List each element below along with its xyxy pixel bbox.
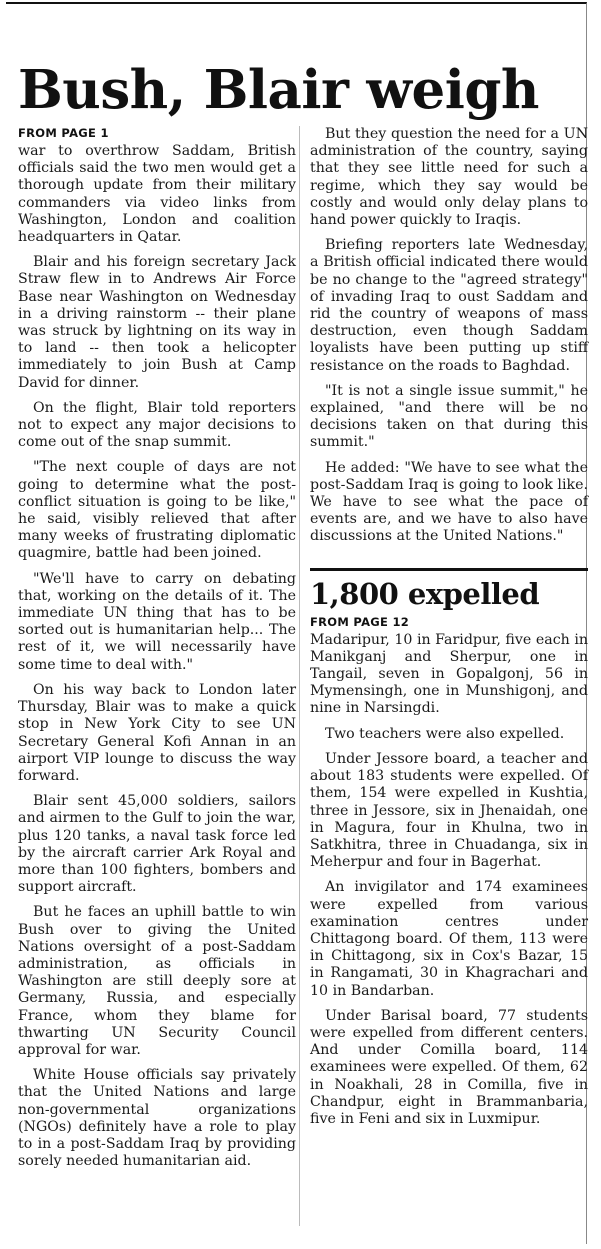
- paragraph: Briefing reporters late Wednesday, a British official indicated there would be no change to the "agreed strategy" of invading Iraq to oust Saddam and rid the country of weapons of mass destruction, even though Saddam loyalists have been putting up stiff resistance on the roads to Baghdad.: [310, 237, 588, 374]
- paragraph: On his way back to London later Thursday, Blair was to make a quick stop in New York City to see UN Secretary General Kofi Annan in an airport VIP lounge to discuss the way forward.: [18, 681, 296, 784]
- paragraph: Blair and his foreign secretary Jack Straw flew in to Andrews Air Force Base near Washington on Wednesday in a driving rainstorm -- their plane was struck by lightning on its way in to land -- then took a helicopter immediately to join Bush at Camp David for dinner.: [18, 254, 296, 391]
- paragraph: But they question the need for a UN administration of the country, saying that they see little need for such a regime, which they say would be costly and would only delay plans to hand power quickly to Iraqis.: [310, 126, 588, 229]
- paragraph: Under Barisal board, 77 students were expelled from different centers. And under Comilla board, 114 examinees were expelled. Of them, 62 in Noakhali, 28 in Comilla, five in Chandpur, eight in Brammanbaria, five in Feni and six in Luxmipur.: [310, 1007, 588, 1127]
- column-divider: [299, 126, 300, 1226]
- paragraph: Blair sent 45,000 soldiers, sailors and airmen to the Gulf to join the war, plus 120 tanks, a naval task force led by the aircraft carrier Ark Royal and more than 100 fighters, bombers and support aircraft.: [18, 793, 296, 896]
- right-column: [310, 126, 588, 1136]
- headline: Bush, Blair weigh: [18, 58, 539, 121]
- jump-label: FROM PAGE 1: [18, 126, 109, 140]
- paragraph: He added: "We have to see what the post-Saddam Iraq is going to look like. We have to see what the pace of events are, and we have to also have discussions at the United Nations.": [310, 459, 588, 545]
- paragraph: On the flight, Blair told reporters not to expect any major decisions to come out of the snap summit.: [18, 399, 296, 451]
- paragraph: An invigilator and 174 examinees were expelled from various examination centres under Chittagong board. Of them, 113 were in Chittagong, six in Cox's Bazar, 15 in Rangamati, 30 in Khagrachari and 10 in Bandarban.: [310, 879, 588, 999]
- second-headline: 1,800 expelled: [310, 568, 588, 611]
- paragraph: White House officials say privately that the United Nations and large non-governmental organizations (NGOs) definitely have a role to play to in a post-Saddam Iraq by providing sorely needed humanitarian aid.: [18, 1067, 296, 1170]
- jump-label-2: FROM PAGE 12: [310, 614, 410, 629]
- paragraph: war to overthrow Saddam, British officials said the two men would get a thorough update from their military commanders via video links from Washington, London and coalition headquarters in Qatar.: [18, 143, 296, 246]
- paragraph: Under Jessore board, a teacher and about 183 students were expelled. Of them, 154 were expelled in Kushtia, three in Jessore, six in Jhenaidah, one in Magura, four in Khulna, two in Satkhitra, three in Chuadanga, six in Meherpur and four in Bagerhat.: [310, 750, 588, 871]
- paragraph: Two teachers were also expelled.: [325, 725, 565, 742]
- paragraph: "The next couple of days are not going to determine what the post-conflict situation is going to be like," he said, visibly relieved that after many weeks of frustrating diplomatic quagmire, battle had been joined.: [18, 459, 296, 562]
- paragraph: "It is not a single issue summit," he explained, "and there will be no decisions taken on that during this summit.": [310, 382, 588, 451]
- paragraph: But he faces an uphill battle to win Bush over to giving the United Nations oversight of a post-Saddam administration, as officials in Washington are still deeply sore at Germany, Russia, and especially France, whom they blame for thwarting UN Security Council approval for war.: [18, 904, 296, 1058]
- paragraph: "We'll have to carry on debating that, working on the details of it. The immediate UN thing that has to be sorted out is humanitarian help... The rest of it, we will necessarily have some time to deal with.": [18, 570, 296, 673]
- paragraph: Madaripur, 10 in Faridpur, five each in Manikganj and Sherpur, one in Tangail, seven in Gopalgonj, 56 in Mymensingh, one in Munshigonj, and nine in Narsingdi.: [310, 631, 588, 717]
- left-column: [18, 126, 296, 1178]
